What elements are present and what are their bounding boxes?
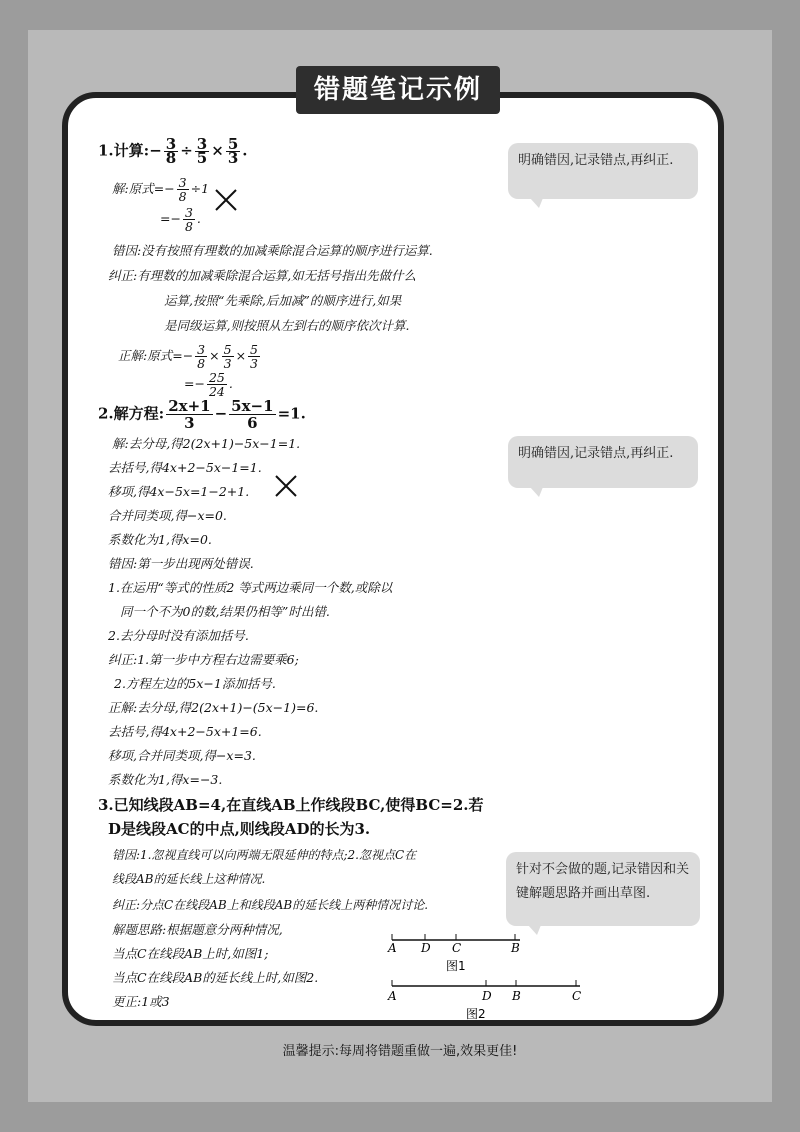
point-label: A xyxy=(388,989,397,1003)
correction-line: 2.方程左边的5x−1添加括号. xyxy=(114,676,276,691)
correct-solution-line: 移项,合并同类项,得−x=3. xyxy=(108,748,256,763)
solution-line: 系数化为1,得x=0. xyxy=(108,532,212,547)
solution-line: 合并同类项,得−x=0. xyxy=(108,508,227,523)
solution-line: 移项,得4x−5x=1−2+1. xyxy=(108,484,250,499)
correct-solution-line-1: 正解:原式=− $\frac{3}{8}$ × $\frac{5}{3}$ × $\frac{5}{3}$ xyxy=(118,342,258,371)
error-reason: 错因:没有按照有理数的加减乘除混合运算的顺序进行运算. xyxy=(112,243,433,258)
fraction: $\frac{3}{8}$ xyxy=(165,135,177,167)
fraction: $\frac{5}{3}$ xyxy=(227,135,239,167)
error-reason: 同一个不为0的数,结果仍相等”时出错. xyxy=(120,604,330,619)
problem-1-head: 1.计算: xyxy=(98,141,150,160)
error-reason: 线段AB的延长线上这种情况. xyxy=(112,872,266,886)
point-label: B xyxy=(512,989,521,1003)
wrong-mark-icon xyxy=(274,474,298,498)
margin-note-2: 明确错因,记录错点,再纠正. xyxy=(508,436,698,488)
wrong-solution-line-2: =− $\frac{3}{8}$ . xyxy=(160,205,201,234)
correct-solution-line: 去括号,得4x+2−5x+1=6. xyxy=(108,724,262,739)
figure-1 xyxy=(380,928,530,978)
correct-solution-line: 正解:去分母,得2(2x+1)−(5x−1)=6. xyxy=(108,700,319,715)
solution-idea: 当点C在线段AB上时,如图1; xyxy=(112,946,269,961)
page-title: 错题笔记示例 xyxy=(296,66,500,114)
problem-3-line-2: D是线段AC的中点,则线段AD的长为3. xyxy=(108,820,371,838)
figure-caption: 图1 xyxy=(446,959,466,973)
point-label: D xyxy=(421,941,431,955)
point-label: C xyxy=(452,941,462,955)
error-reason: 错因:第一步出现两处错误. xyxy=(108,556,254,571)
figure-caption: 图2 xyxy=(466,1007,486,1021)
error-reason: 2.去分母时没有添加括号. xyxy=(108,628,249,643)
point-label: A xyxy=(388,941,397,955)
point-label: D xyxy=(482,989,492,1003)
correction-line: 纠正:分点C在线段AB上和线段AB的延长线上两种情况讨论. xyxy=(112,898,429,912)
point-label: C xyxy=(572,989,582,1003)
error-reason: 错因:1.忽视直线可以向两端无限延伸的特点;2.忽视点C在 xyxy=(112,848,417,862)
correction-line: 是同级运算,则按照从左到右的顺序依次计算. xyxy=(164,318,410,333)
solution-idea: 解题思路:根据题意分两种情况, xyxy=(112,922,283,937)
fraction: $\frac{3}{5}$ xyxy=(196,135,208,167)
problem-1: 1.计算:− $\frac{3}{8}$ ÷ $\frac{3}{5}$ × $\frac{5}{3}$ . xyxy=(98,135,248,167)
wrong-solution-line-1: 解:原式=− $\frac{3}{8}$ ÷1 xyxy=(112,175,210,204)
point-label: B xyxy=(511,941,520,955)
corrected-answer: 更正:1或3 xyxy=(112,994,170,1009)
wrong-mark-icon xyxy=(214,188,238,212)
correction-line: 运算,按照“先乘除,后加减”的顺序进行,如果 xyxy=(164,293,402,308)
problem-3-line-1: 3.已知线段AB=4,在直线AB上作线段BC,使得BC=2.若 xyxy=(98,796,484,814)
footer-tip: 温馨提示:每周将错题重做一遍,效果更佳! xyxy=(282,1044,518,1059)
solution-idea: 当点C在线段AB的延长线上时,如图2. xyxy=(112,970,319,985)
margin-note-3: 针对不会做的题,记录错因和关键解题思路并画出草图. xyxy=(506,852,700,926)
margin-note-1: 明确错因,记录错点,再纠正. xyxy=(508,143,698,199)
correction-line: 纠正:有理数的加减乘除混合运算,如无括号指出先做什么 xyxy=(108,268,417,283)
solution-line: 去括号,得4x+2−5x−1=1. xyxy=(108,460,262,475)
correct-solution-line: 系数化为1,得x=−3. xyxy=(108,772,223,787)
error-reason: 1.在运用“等式的性质2 等式两边乘同一个数,或除以 xyxy=(108,580,393,595)
figure-2 xyxy=(380,972,590,1026)
problem-2: 2.解方程: $\frac{2x+1}{3}$ − $\frac{5x-1}{6}$ =1. xyxy=(98,397,306,432)
correct-solution-line-2: =− $\frac{25}{24}$ . xyxy=(184,370,233,399)
solution-line: 解:去分母,得2(2x+1)−5x−1=1. xyxy=(112,436,301,451)
correction-line: 纠正:1.第一步中方程右边需要乘6; xyxy=(108,652,299,667)
